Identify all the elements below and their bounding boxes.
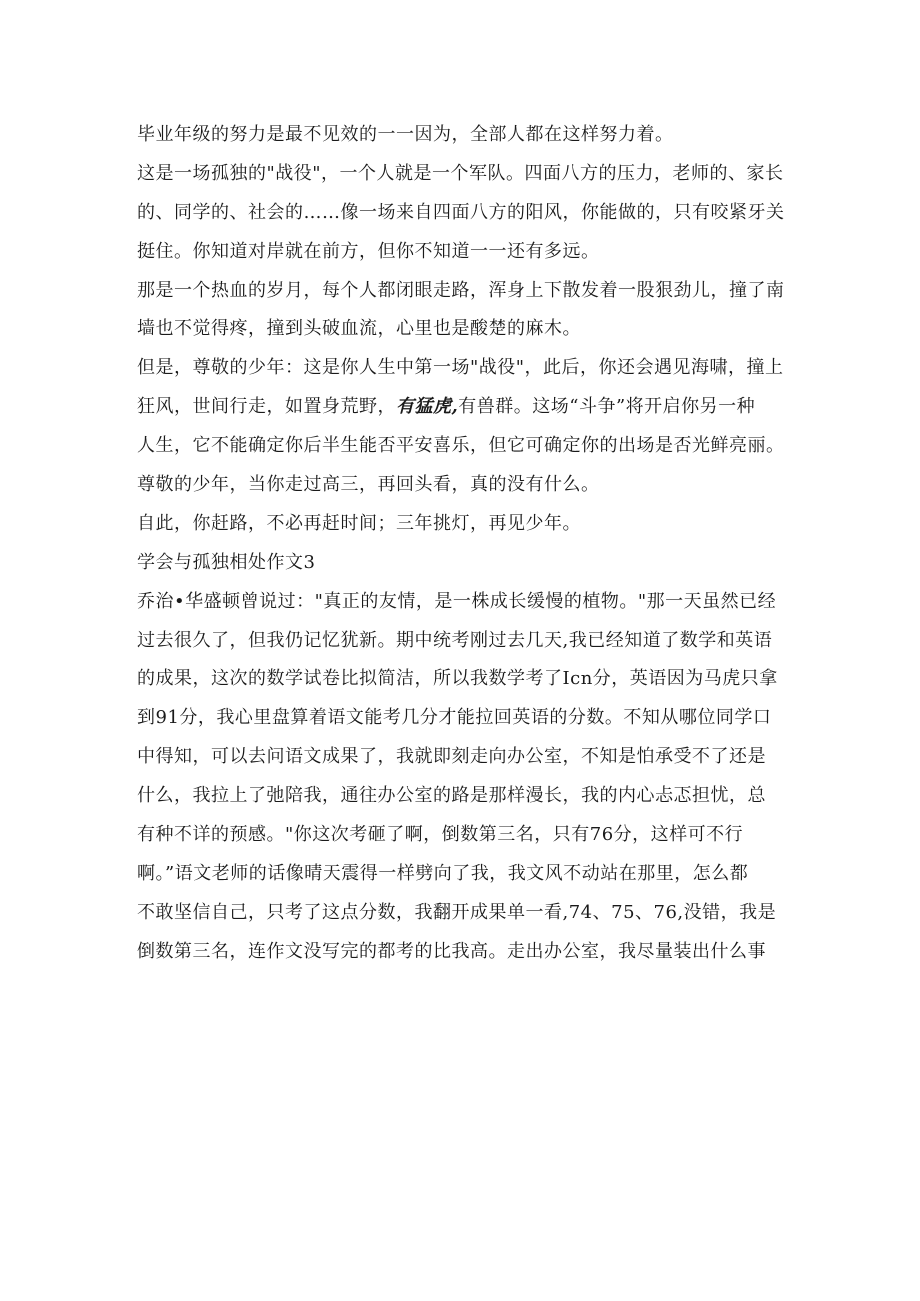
text-line: 墙也不觉得疼，撞到头破血流，心里也是酸楚的麻木。: [137, 318, 581, 340]
text-line-with-emphasis: [137, 388, 797, 427]
text-line: 的成果，这次的数学试卷比拟简洁，所以我数学考了Icn分，英语因为马虎只拿: [137, 668, 778, 690]
text-line: 人生，它不能确定你后半生能否平安喜乐，但它可确定你的出场是否光鲜亮丽。: [137, 435, 785, 457]
text-line: 尊敬的少年，当你走过高三，再回头看，真的没有什么。: [137, 474, 600, 496]
text-line: 到91分，我心里盘算着语文能考几分才能拉回英语的分数。不知从哪位同学口: [137, 707, 772, 729]
text-line: 有种不详的预感。"你这次考砸了啊，倒数第三名，只有76分，这样可不行: [137, 824, 744, 846]
text-line: 挺住。你知道对岸就在前方，但你不知道一一还有多远。: [137, 240, 600, 262]
section-heading: 学会与孤独相处作文3: [137, 551, 316, 573]
text-line: 过去很久了，但我仍记忆犹新。期中统考刚过去几天,我已经知道了数学和英语: [137, 629, 773, 651]
document-body: [137, 116, 797, 972]
text-line: 但是，尊敬的少年：这是你人生中第一场"战役"，此后，你还会遇见海啸，撞上: [137, 357, 784, 379]
text-line: 不敢坚信自己，只考了这点分数，我翻开成果单一看,74、75、76,没错，我是: [137, 901, 777, 923]
text-line: 这是一场孤独的"战役"，一个人就是一个军队。四面八方的压力，老师的、家长: [137, 162, 784, 184]
text-line: 乔治•华盛顿曾说过："真正的友情，是一株成长缓慢的植物。"那一天虽然已经: [137, 590, 777, 612]
text-line: 那是一个热血的岁月，每个人都闭眼走路，浑身上下散发着一股狠劲儿，撞了南: [137, 279, 785, 301]
text-line: 的、同学的、社会的……像一场来自四面八方的阳风，你能做的，只有咬紧牙关: [137, 201, 785, 223]
text-line: 自此，你赶路，不必再赶时间；三年挑灯，再见少年。: [137, 512, 581, 534]
text-line: 倒数第三名，连作文没写完的都考的比我高。走出办公室，我尽量装出什么事: [137, 940, 766, 962]
emphasis-text: 有猛虎,: [396, 396, 459, 418]
text-line: 毕业年级的努力是最不见效的一一因为，全部人都在这样努力着。: [137, 124, 674, 145]
text-line: 中得知，可以去问语文成果了，我就即刻走向办公室，不知是怕承受不了还是: [137, 746, 766, 768]
text-line: 啊。”语文老师的话像晴天震得一样劈向了我，我文风不动站在那里，怎么都: [137, 862, 749, 884]
text-segment: 有兽群。这场“斗争”将开启你另一种: [458, 396, 756, 418]
text-segment: 狂风，世间行走，如置身荒野，: [137, 396, 396, 418]
text-line: 什么，我拉上了弛陪我，通往办公室的路是那样漫长，我的内心忐忑担忧，总: [137, 785, 766, 807]
